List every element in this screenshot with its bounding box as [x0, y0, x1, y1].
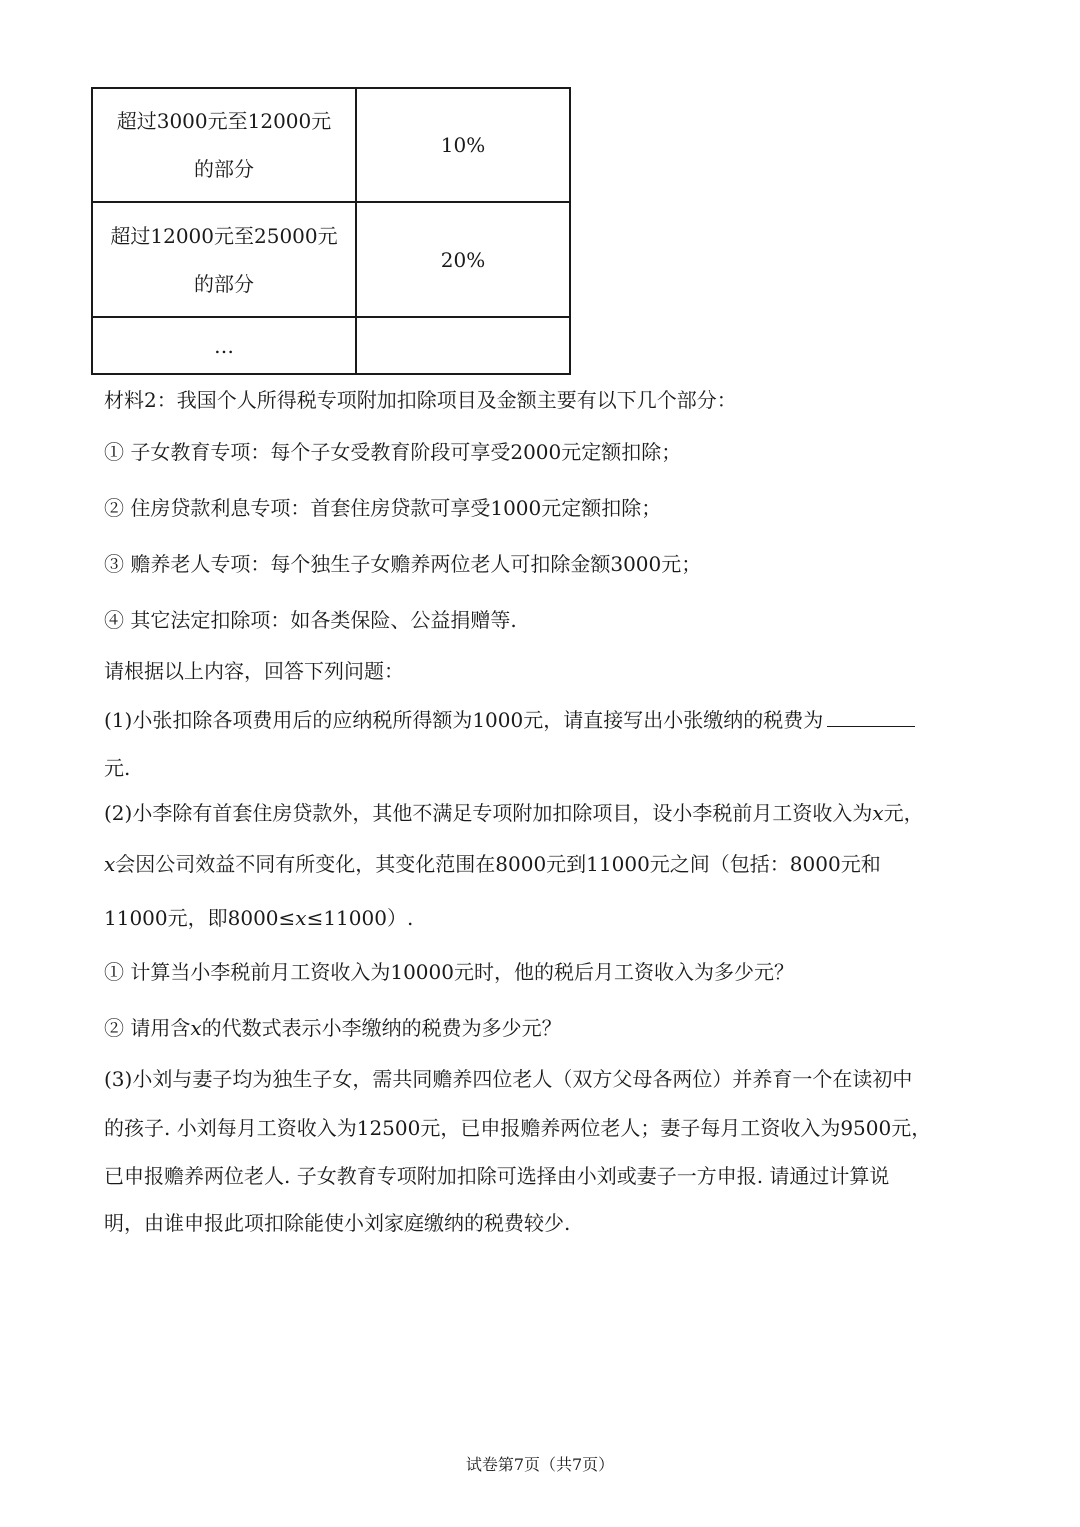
question-2-line: [104, 902, 413, 931]
variable-x: x: [872, 801, 884, 825]
variable-x: x: [295, 906, 307, 930]
question-1: [104, 704, 915, 733]
material2-item: ② 住房贷款利息专项：首套住房贷款可享受1000元定额扣除；: [104, 496, 662, 520]
page-footer: 试卷第7页（共7页）: [465, 1455, 615, 1474]
material2-item: ③ 赡养老人专项：每个独生子女赡养两位老人可扣除金额3000元；: [104, 552, 702, 576]
question-2-text: 元，: [883, 801, 924, 825]
table-row: [92, 202, 570, 317]
question-2-text: 11000元，即8000≤: [104, 906, 296, 930]
tax-rate-cell: [356, 317, 570, 374]
question-3-line: 明，由谁申报此项扣除能使小刘家庭缴纳的税费较少.: [104, 1211, 571, 1235]
income-range-text: 的部分: [194, 271, 254, 296]
questions-intro: 请根据以上内容，回答下列问题：: [104, 659, 404, 683]
question-2-sub-1: ① 计算当小李税前月工资收入为10000元时，他的税后月工资收入为多少元？: [104, 960, 794, 984]
question-2-text: ② 请用含: [104, 1016, 191, 1040]
income-range-text: 超过3000元至12000元: [116, 109, 332, 133]
material2-item: ① 子女教育专项：每个子女受教育阶段可享受2000元定额扣除；: [104, 440, 682, 464]
question-2-text: ≤11000）.: [306, 906, 414, 930]
question-2-line: [104, 797, 924, 826]
material2-item: ④ 其它法定扣除项：如各类保险、公益捐赠等.: [104, 608, 517, 632]
question-2-text: (2)小李除有首套住房贷款外，其他不满足专项附加扣除项目，设小李税前月工资收入为: [104, 801, 873, 825]
question-2-line: [104, 848, 881, 877]
table-row: [92, 317, 570, 374]
question-3-line: 的孩子. 小刘每月工资收入为12500元，已申报赡养两位老人；妻子每月工资收入为9500元，: [104, 1116, 932, 1140]
question-1-text: (1)小张扣除各项费用后的应纳税所得额为1000元，请直接写出小张缴纳的税费为: [104, 708, 824, 732]
income-range-text: 超过12000元至25000元: [110, 223, 338, 248]
income-range-cell: [92, 202, 356, 317]
variable-x: x: [190, 1016, 202, 1040]
question-3-line: 已申报赡养两位老人. 子女教育专项附加扣除可选择由小刘或妻子一方申报. 请通过计算说: [104, 1164, 890, 1188]
tax-rate-cell: 20%: [356, 202, 570, 317]
question-2-text: 的代数式表示小李缴纳的税费为多少元？: [201, 1016, 562, 1040]
question-2-text: 会因公司效益不同有所变化，其变化范围在8000元到11000元之间（包括：8000元和: [115, 852, 881, 876]
material2-title: 材料2：我国个人所得税专项附加扣除项目及金额主要有以下几个部分：: [104, 388, 737, 412]
variable-x: x: [104, 852, 116, 876]
question-3-line: (3)小刘与妻子均为独生子女，需共同赡养四位老人（双方父母各两位）并养育一个在读初中: [104, 1067, 913, 1091]
table-row: [92, 88, 570, 202]
income-range-text: 的部分: [194, 157, 254, 181]
tax-rate-table: [91, 87, 571, 375]
income-range-cell: [92, 88, 356, 202]
tax-rate-cell: 10%: [356, 88, 570, 202]
income-range-cell: …: [92, 317, 356, 374]
answer-blank: [827, 704, 915, 727]
question-1-unit: 元.: [104, 756, 131, 780]
question-2-sub-2: [104, 1012, 562, 1041]
